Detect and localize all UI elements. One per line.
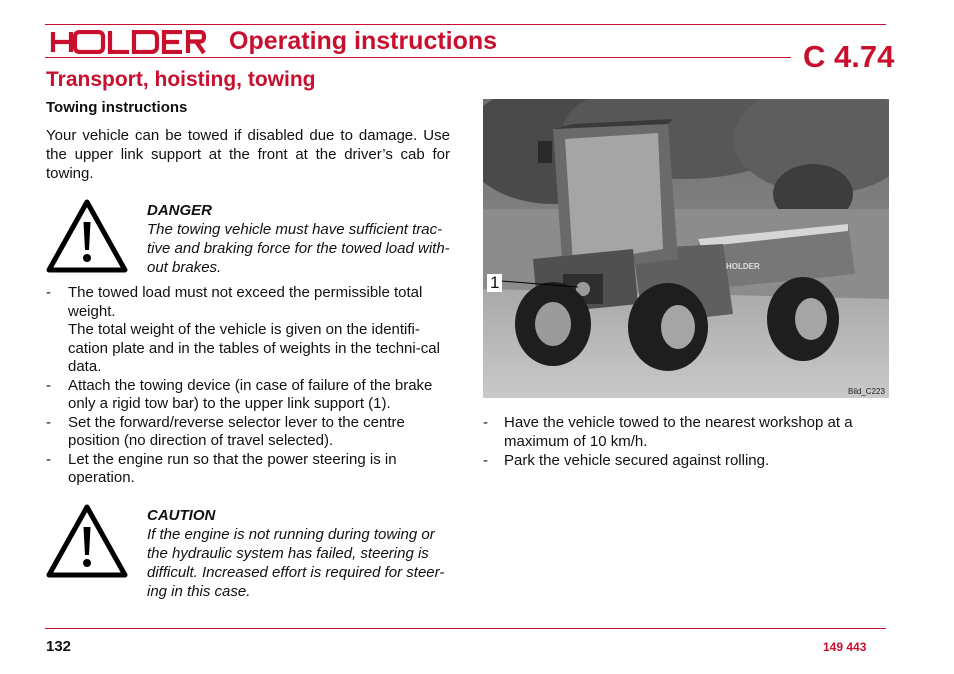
photo-callout-label: 1: [487, 274, 502, 292]
sub-title: Towing instructions: [46, 99, 188, 116]
caution-heading: CAUTION: [147, 507, 216, 524]
header-rule: [45, 24, 886, 25]
towing-steps-list: [46, 284, 451, 488]
page-number: 132: [46, 638, 72, 655]
section-title: Transport, hoisting, towing: [46, 68, 316, 91]
list-item-continuation: The total weight of the vehicle is given on the identifi-cation plate and in the tables of weights in the techni-cal data.: [68, 321, 440, 375]
vehicle-illustration: [483, 99, 889, 398]
document-number: 149 443: [823, 640, 867, 654]
header-title: Operating instructions: [229, 27, 498, 55]
danger-text: The towing vehicle must have sufficient trac-tive and braking force for the towed load with-out brakes.: [147, 221, 450, 276]
towing-final-steps-list: [483, 413, 888, 470]
list-item: - Have the vehicle towed to the nearest workshop at a maximum of 10 km/h.: [483, 413, 888, 451]
intro-paragraph: Your vehicle can be towed if disabled due to damage. Use the upper link support at the front at the driver’s cab for towing.: [46, 127, 450, 182]
vehicle-photo: [483, 99, 889, 398]
photo-caption: Bild_C223: [848, 387, 885, 396]
list-item: - Park the vehicle secured against rolling.: [483, 451, 888, 470]
section-code: C 4.74: [803, 39, 895, 74]
list-item-text: The towed load must not exceed the permissible total weight.: [68, 284, 423, 320]
list-item: [46, 284, 451, 377]
list-item: [46, 451, 451, 488]
list-item: [46, 377, 451, 414]
list-item-text: Set the forward/reverse selector lever to the centre position (no direction of travel selected).: [68, 413, 405, 449]
list-item: [46, 414, 451, 451]
header-underline: [45, 57, 791, 58]
caution-notice: [147, 506, 452, 601]
warning-triangle-icon: [45, 503, 129, 579]
footer-rule: [45, 628, 886, 629]
caution-text: If the engine is not running during towing or the hydraulic system has failed, steering is difficult. Increased effort is required for steer-ing in this case.: [147, 526, 445, 600]
holder-logo: [50, 30, 206, 54]
list-item-text: Attach the towing device (in case of failure of the brake only a rigid tow bar) to the upper link support (1).: [68, 376, 433, 412]
list-item-text: Let the engine run so that the power steering is in operation.: [68, 450, 397, 486]
warning-triangle-icon: [45, 198, 129, 274]
vehicle-badge: HOLDER: [726, 262, 760, 271]
danger-notice: [147, 201, 452, 277]
danger-heading: DANGER: [147, 202, 213, 219]
